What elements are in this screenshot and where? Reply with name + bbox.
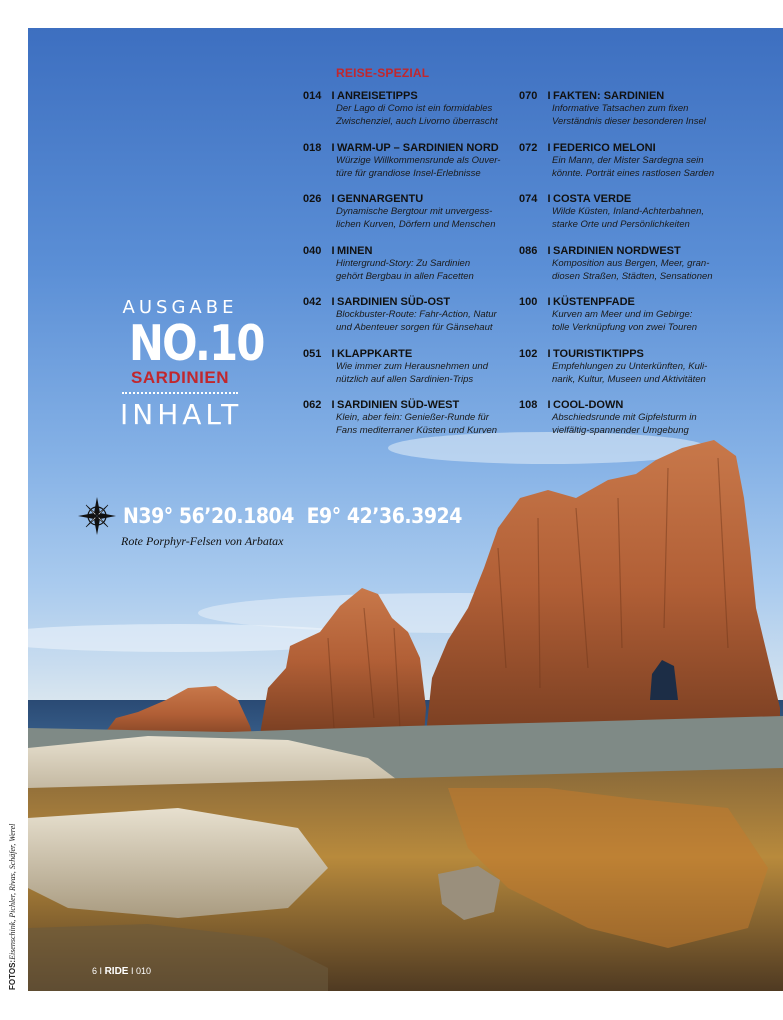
entry-title: MINEN xyxy=(337,244,373,257)
separator: I xyxy=(331,90,335,102)
entry-description: Dynamische Bergtour mit unvergess- xyxy=(336,206,493,217)
entry-description: Wilde Küsten, Inland-Achterbahnen, xyxy=(552,206,705,217)
toc-entry[interactable] xyxy=(303,193,513,245)
separator: I xyxy=(547,296,551,308)
entry-description: Verständnis dieser besonderen Insel xyxy=(552,116,706,127)
page-number: 070 xyxy=(519,90,538,102)
toc-entry[interactable] xyxy=(519,193,729,245)
entry-title: FAKTEN: SARDINIEN xyxy=(553,90,665,102)
page-number: 102 xyxy=(519,347,538,360)
entry-description: Informative Tatsachen zum fixen xyxy=(552,103,689,114)
entry-description: diosen Straßen, Städten, Sensationen xyxy=(552,270,713,282)
entry-description: starke Orte und Persönlichkeiten xyxy=(552,219,690,230)
toc-entry[interactable] xyxy=(519,399,729,451)
issue-number: 010 xyxy=(136,966,152,976)
page-number: 100 xyxy=(519,296,538,308)
page-number: 040 xyxy=(303,244,322,257)
toc-entry[interactable] xyxy=(519,245,729,297)
toc-entry[interactable] xyxy=(303,142,513,194)
toc-entry[interactable] xyxy=(303,90,513,142)
separator: I xyxy=(547,347,551,360)
issue-label: AUSGABE xyxy=(122,297,238,318)
entry-title: COOL-DOWN xyxy=(553,399,624,411)
entry-description: gehört Bergbau in allen Facetten xyxy=(336,270,474,282)
separator: I xyxy=(331,244,335,257)
toc-entry[interactable] xyxy=(303,399,513,451)
entry-description: Würzige Willkommensrunde als Ouver- xyxy=(336,154,501,166)
entry-title: ANREISETIPPS xyxy=(337,90,418,102)
credits-label: FOTOS: xyxy=(8,959,17,990)
separator: I xyxy=(547,399,551,411)
entry-title: GENNARGENTU xyxy=(337,193,424,205)
entry-description: Der Lago di Como ist ein formidables xyxy=(336,103,493,114)
toc-heading: REISE-SPEZIAL xyxy=(336,66,430,80)
longitude: E9° 42’36.3924 xyxy=(306,504,462,528)
page-number: 086 xyxy=(519,244,538,257)
entry-title: COSTA VERDE xyxy=(553,193,632,205)
entry-description: Komposition aus Bergen, Meer, gran- xyxy=(552,257,710,269)
coordinates xyxy=(77,495,500,537)
toc-entry[interactable] xyxy=(303,296,513,348)
entry-description: könnte. Porträt eines rastlosen Sarden xyxy=(552,167,715,179)
toc-column-left xyxy=(303,90,513,451)
entry-description: narik, Kultur, Museen und Aktivitäten xyxy=(552,373,706,385)
folio-separator: I xyxy=(99,966,103,976)
entry-title: SARDINIEN NORDWEST xyxy=(553,244,681,257)
page-number: 6 xyxy=(92,966,98,976)
issue-number: NO.10 xyxy=(129,315,264,372)
credits-names: Eisenschink, Pichler, Rivas, Schäfer, Werel xyxy=(8,823,17,960)
entry-description: Fans mediterraner Küsten und Kurven xyxy=(336,425,498,436)
issue-region: SARDINIEN xyxy=(130,368,229,387)
entry-title: FEDERICO MELONI xyxy=(553,141,656,154)
entry-description: Zwischenziel, auch Livorno überrascht xyxy=(336,116,498,127)
separator: I xyxy=(331,193,335,205)
entry-description: vielfältig-spannender Umgebung xyxy=(552,425,689,436)
page-number: 051 xyxy=(303,347,322,360)
latitude: N39° 56’20.1804 xyxy=(123,504,294,528)
toc-column-right xyxy=(519,90,729,451)
entry-description: Hintergrund-Story: Zu Sardinien xyxy=(336,257,471,269)
page-number: 062 xyxy=(303,399,322,411)
entry-description: tolle Verknüpfung von zwei Touren xyxy=(552,322,698,333)
toc-entry[interactable] xyxy=(303,348,513,400)
folio xyxy=(92,966,151,977)
separator: I xyxy=(331,296,335,308)
toc-entry[interactable] xyxy=(519,348,729,400)
page-title: INHALT xyxy=(120,398,243,431)
separator: I xyxy=(331,347,335,360)
magazine-brand: RIDE xyxy=(104,966,129,977)
separator: I xyxy=(547,90,551,102)
entry-description: Blockbuster-Route: Fahr-Action, Natur xyxy=(336,309,497,320)
folio-separator: I xyxy=(130,966,134,976)
page-number: 108 xyxy=(519,399,538,411)
photo-caption: Rote Porphyr-Felsen von Arbatax xyxy=(121,534,284,548)
issue-block xyxy=(120,297,264,431)
entry-title: SARDINIEN SÜD-OST xyxy=(337,296,451,308)
entry-title: WARM-UP – SARDINIEN NORD xyxy=(337,141,499,154)
entry-description: Kurven am Meer und im Gebirge: xyxy=(552,309,693,320)
entry-description: Ein Mann, der Mister Sardegna sein xyxy=(552,154,704,166)
separator: I xyxy=(331,399,335,411)
page-number: 042 xyxy=(303,296,322,308)
dotted-divider xyxy=(122,392,238,394)
page-number: 074 xyxy=(519,193,538,205)
page-number: 072 xyxy=(519,141,538,154)
entry-title: TOURISTIKTIPPS xyxy=(553,347,644,360)
entry-description: Klein, aber fein: Genießer-Runde für xyxy=(336,412,489,423)
entry-description: Empfehlungen zu Unterkünften, Kuli- xyxy=(552,360,708,372)
page-number: 014 xyxy=(303,90,322,102)
separator: I xyxy=(547,141,551,154)
entry-description: Wie immer zum Herausnehmen und xyxy=(336,360,488,372)
entry-description: türe für grandiose Insel-Erlebnisse xyxy=(336,167,481,179)
toc-entry[interactable] xyxy=(303,245,513,297)
entry-description: und Abenteuer sorgen für Gänsehaut xyxy=(336,322,493,333)
entry-description: nützlich auf allen Sardinien-Trips xyxy=(336,373,474,385)
separator: I xyxy=(547,244,551,257)
entry-title: SARDINIEN SÜD-WEST xyxy=(337,399,460,411)
separator: I xyxy=(331,141,335,154)
toc-entry[interactable] xyxy=(519,90,729,142)
toc-entry[interactable] xyxy=(519,142,729,194)
page-number: 018 xyxy=(303,141,322,154)
entry-description: lichen Kurven, Dörfern und Menschen xyxy=(336,219,496,230)
entry-title: KLAPPKARTE xyxy=(337,347,413,360)
separator: I xyxy=(547,193,551,205)
entry-title: KÜSTENPFADE xyxy=(553,296,635,308)
toc-entry[interactable] xyxy=(519,296,729,348)
entry-description: Abschiedsrunde mit Gipfelsturm in xyxy=(552,412,697,423)
compass-rose-icon xyxy=(77,496,117,536)
photo-credits xyxy=(8,824,17,990)
page-number: 026 xyxy=(303,193,322,205)
